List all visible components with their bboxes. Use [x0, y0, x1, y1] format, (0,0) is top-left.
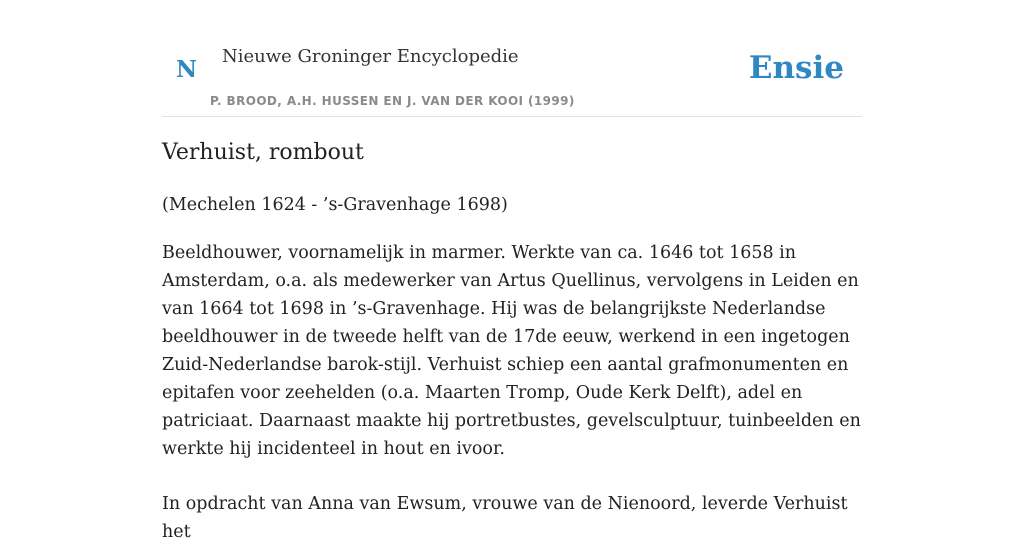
page-content [162, 0, 862, 542]
book-title[interactable]: Nieuwe Groninger Encyclopedie [222, 46, 519, 67]
ensie-logo[interactable]: Ensie [748, 50, 844, 86]
book-authors: P. BROOD, A.H. HUSSEN EN J. VAN DER KOOI (1999) [210, 94, 575, 108]
entry-paragraph: In opdracht van Anna van Ewsum, vrouwe van de Nienoord, leverde Verhuist het [162, 494, 848, 542]
book-logo[interactable]: N [176, 56, 198, 83]
book-header [162, 0, 862, 117]
entry-title: Verhuist, rombout [162, 140, 364, 165]
entry-paragraph: Beeldhouwer, voornamelijk in marmer. Werkte van ca. 1646 tot 1658 in Amsterdam, o.a. als medewerker van Artus Quellinus, vervolgens in Leiden en van 1664 tot 1698 in ’s-Gravenhage. Hij was de belangrijkste Nederlandse beeldhouwer in de tweede helft van de 17de eeuw, werkend in een ingetogen Zuid-Nederlandse barok-stijl. Verhuist schiep een aantal grafmonumenten en epitafen voor zeehelden (o.a. Maarten Tromp, Oude Kerk Delft), adel en patriciaat. Daarnaast maakte hij portretbustes, gevelsculptuur, tuinbeelden en werkte hij incidenteel in hout en ivoor. [162, 243, 861, 459]
entry-dates: (Mechelen 1624 - ’s-Gravenhage 1698) [162, 195, 508, 215]
